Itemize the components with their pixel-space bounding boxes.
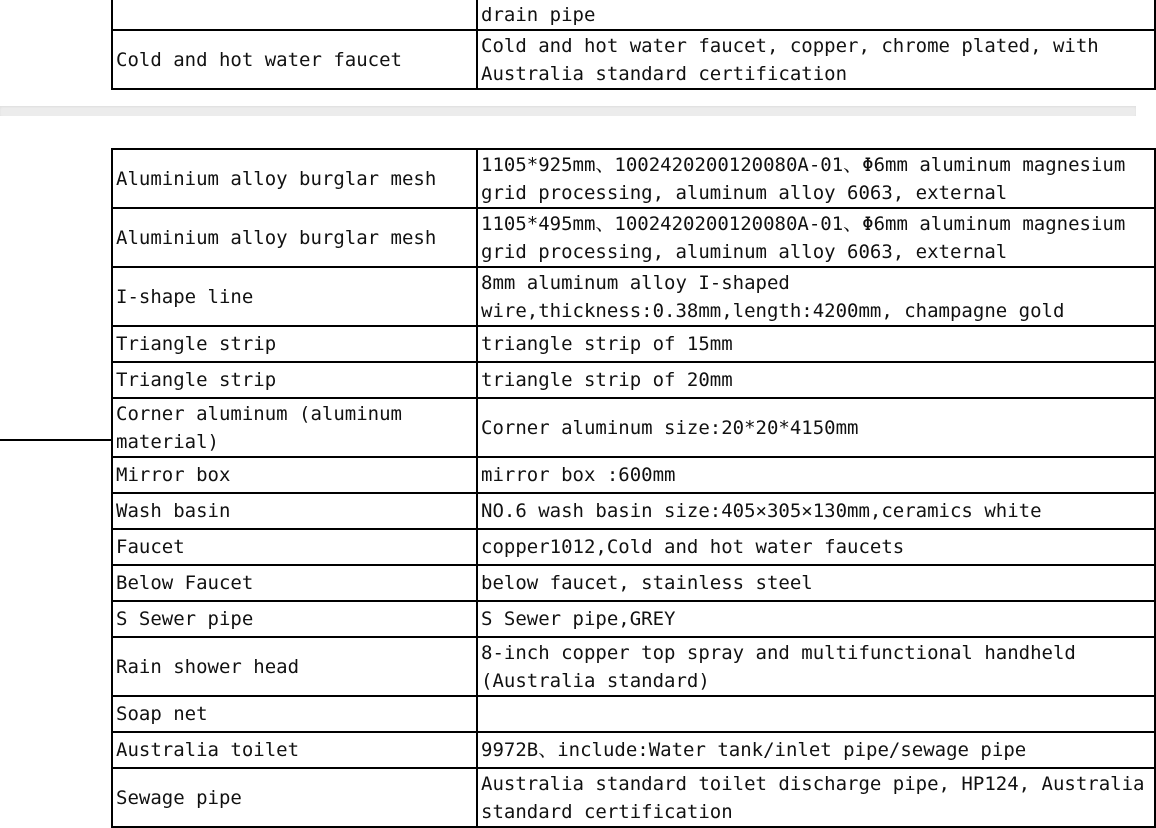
spec-table-top — [111, 0, 1156, 90]
table-row — [112, 529, 1155, 565]
item-desc-cell: 1105*495mm、1002420200120080A-01、Φ6mm aluminum magnesium grid processing, aluminum alloy 6063, external — [477, 208, 1155, 267]
item-name-cell: I-shape line — [112, 267, 477, 326]
table-row — [112, 768, 1155, 827]
item-desc-cell: triangle strip of 20mm — [477, 362, 1155, 398]
page-fragment-top — [0, 0, 1136, 106]
item-desc-cell: S Sewer pipe,GREY — [477, 601, 1155, 637]
item-name-cell: Below Faucet — [112, 565, 477, 601]
spec-table-main — [111, 148, 1156, 828]
table-row — [112, 0, 1155, 30]
item-name-cell: Sewage pipe — [112, 768, 477, 827]
table-row — [112, 732, 1155, 768]
table-row — [112, 208, 1155, 267]
item-desc-cell: below faucet, stainless steel — [477, 565, 1155, 601]
page-separator — [0, 106, 1136, 116]
item-name-cell: Australia toilet — [112, 732, 477, 768]
item-name-cell: Aluminium alloy burglar mesh — [112, 208, 477, 267]
item-name-cell: Triangle strip — [112, 362, 477, 398]
item-name-cell: Triangle strip — [112, 326, 477, 362]
item-desc-cell: NO.6 wash basin size:405×305×130mm,ceramics white — [477, 493, 1155, 529]
item-desc-cell: mirror box :600mm — [477, 457, 1155, 493]
item-desc-cell: 8-inch copper top spray and multifunctional handheld (Australia standard) — [477, 637, 1155, 696]
table-row — [112, 30, 1155, 89]
table-row — [112, 601, 1155, 637]
table-row — [112, 457, 1155, 493]
item-name-cell: Aluminium alloy burglar mesh — [112, 149, 477, 208]
item-name-cell: Rain shower head — [112, 637, 477, 696]
item-desc-cell: drain pipe — [477, 0, 1155, 30]
item-name-cell: Mirror box — [112, 457, 477, 493]
table-row — [112, 493, 1155, 529]
item-name-cell — [112, 0, 477, 30]
table-row — [112, 362, 1155, 398]
table-row — [112, 565, 1155, 601]
item-desc-cell: Corner aluminum size:20*20*4150mm — [477, 398, 1155, 457]
table-row — [112, 149, 1155, 208]
item-name-cell: Soap net — [112, 696, 477, 732]
item-desc-cell: triangle strip of 15mm — [477, 326, 1155, 362]
table-row — [112, 637, 1155, 696]
item-desc-cell: 1105*925mm、1002420200120080A-01、Φ6mm aluminum magnesium grid processing, aluminum alloy 6063, external — [477, 149, 1155, 208]
item-desc-cell — [477, 696, 1155, 732]
item-desc-cell: Australia standard toilet discharge pipe, HP124, Australia standard certification — [477, 768, 1155, 827]
table-row — [112, 267, 1155, 326]
item-name-cell: Corner aluminum (aluminum material) — [112, 398, 477, 457]
item-desc-cell: copper1012,Cold and hot water faucets — [477, 529, 1155, 565]
item-desc-cell: 8mm aluminum alloy I-shaped wire,thickness:0.38mm,length:4200mm, champagne gold — [477, 267, 1155, 326]
table-row — [112, 696, 1155, 732]
item-desc-cell: 9972B、include:Water tank/inlet pipe/sewage pipe — [477, 732, 1155, 768]
item-desc-cell: Cold and hot water faucet, copper, chrome plated, with Australia standard certification — [477, 30, 1155, 89]
item-name-cell: S Sewer pipe — [112, 601, 477, 637]
table-row — [112, 398, 1155, 457]
margin-rule-line — [0, 439, 112, 441]
item-name-cell: Cold and hot water faucet — [112, 30, 477, 89]
item-name-cell: Faucet — [112, 529, 477, 565]
item-name-cell: Wash basin — [112, 493, 477, 529]
table-row — [112, 326, 1155, 362]
page-fragment-main — [0, 116, 1145, 823]
